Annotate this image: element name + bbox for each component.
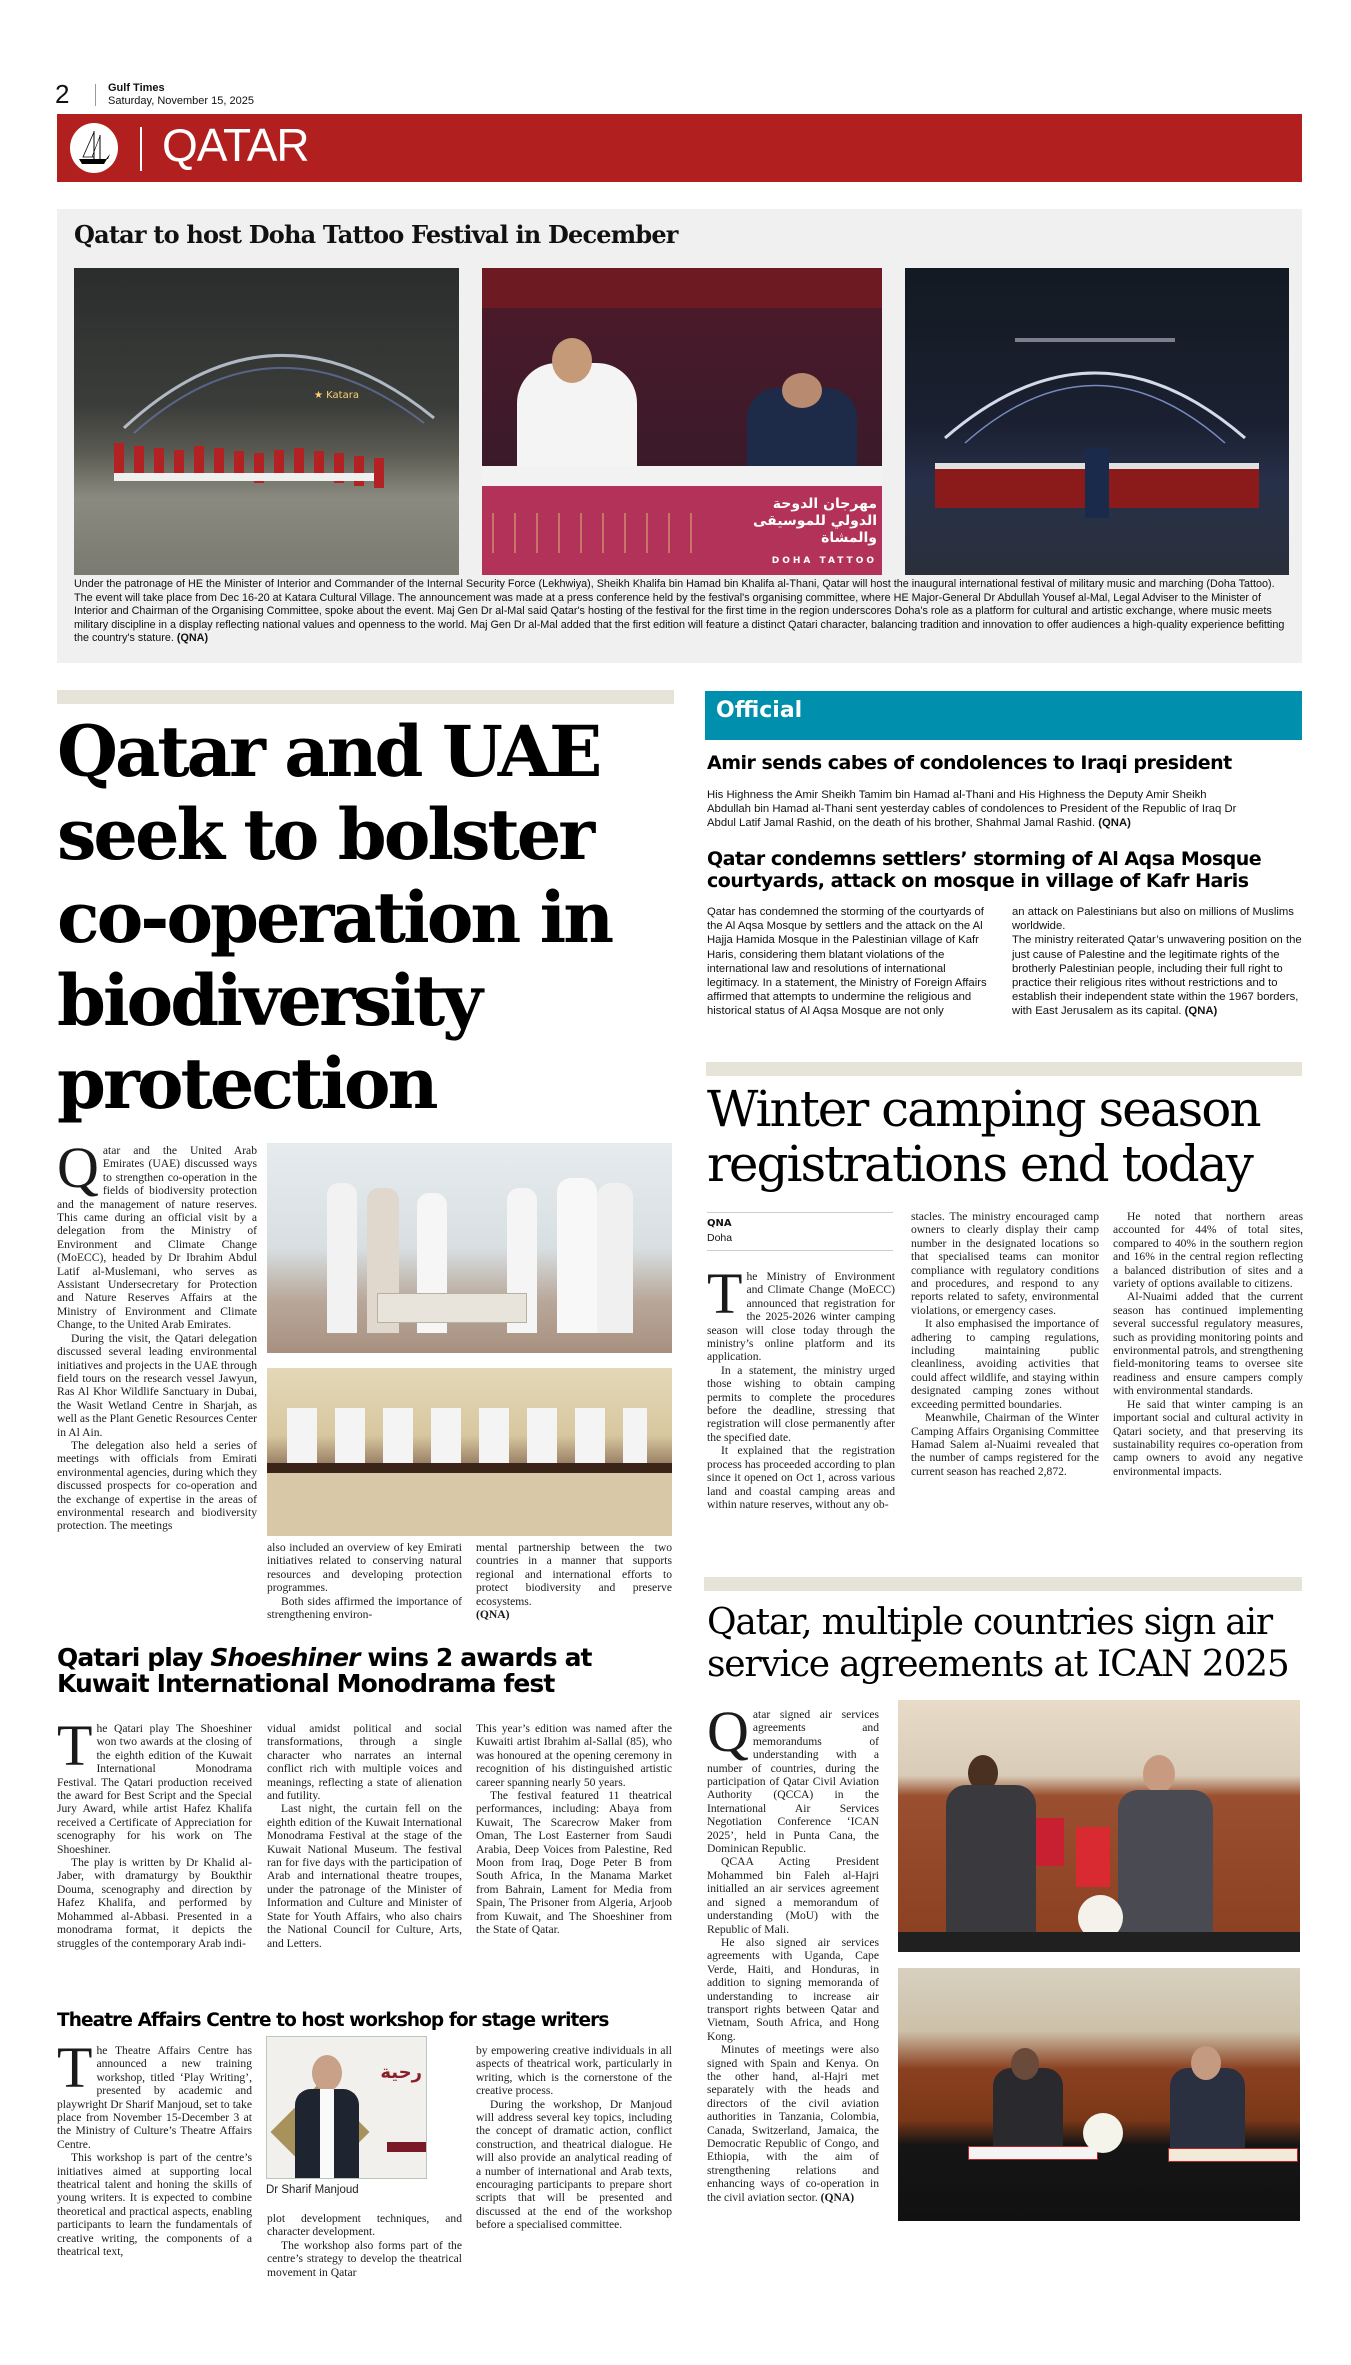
official-label: Official [716, 698, 803, 723]
ican-headline: Qatar, multiple countries sign air service agreements at ICAN 2025 [707, 1602, 1289, 1685]
dropcap: Q [57, 1135, 99, 1200]
biodiversity-col3: mental partnership between the two countries in a manner that supports regional and international efforts to protect biodiversity and preserve ecosystems. (QNA) [476, 1541, 672, 1622]
al-aqsa-col2: an attack on Palestinians but also on millions of Muslims worldwide. The ministry reiterated Qatar’s unwavering position on the just cause of Palestine and the legitimate rights of the brotherly Palestinian people, including their full right to practice their religious rites without restrictions and to establish their independent state within the 1967 borders, with East Jerusalem as its capital. (QNA) [1012, 906, 1302, 1018]
dhow-boat-icon [70, 123, 118, 173]
section-divider-bar [706, 1062, 1302, 1076]
byline-rule [707, 1250, 893, 1251]
byline-agency: QNA [707, 1218, 732, 1229]
biodiversity-headline: Qatar and UAE seek to bolster co-operation in biodiversity protection [57, 710, 612, 1125]
shoeshiner-col1: The Qatari play The Shoeshiner won two awards at the closing of the eighth edition of the Kuwait International Monodrama Festival. The Qatari production received the award for Best Script and the Special Jury Award, while artist Hafez Khalifa received a Certificate of Appreciation for scenography for his work on The Shoeshiner. The play is written by Dr Khalid al-Jaber, with dramaturgy by Boukthir Douma, scenography and direction by Hafez Khalifa, and performed by Mohammed al-Abbasi. Presented in a monodrama format, it depicts the struggles of the contemporary Arab indi- [57, 1713, 252, 1950]
shoeshiner-col2: vidual amidst political and social transformations, through a single character who narrates an internal conflict rich with multiple voices and meanings, reflecting a state of alienation and futility. Last night, the curtain fell on the eighth edition of the Kuwait International Monodrama Festival at the stage of the Kuwait National Museum. The festival ran for five days with the participation of Arab and international theatre troupes, under the patronage of the Minister of Information and Culture and Minister of State for Youth Affairs, who also chairs the National Council for Culture, Arts, and Letters. [267, 1722, 462, 1950]
svg-text:★ Katara: ★ Katara [314, 390, 359, 401]
winter-camping-headline: Winter camping season registrations end today [707, 1080, 1260, 1193]
press-conference-photo [482, 268, 882, 575]
dropcap: T [57, 1713, 93, 1778]
header-divider [95, 84, 96, 106]
poster-arabic-text: رحية [380, 2062, 422, 2083]
tattoo-caption: Under the patronage of HE the Minister of Interior and Commander of the Internal Security Force (Lekhwiya), Sheikh Khalifa bin Hamad bin Khalifa al-Thani, Qatar will host the inaugural international festival of military music and marching (Doha Tattoo). The event will take place from Dec 16-20 at Katara Cultural Village. The announcement was made at a press conference held by the festival's organising committee, where HE Major-General Dr Abdullah Yousef al-Mal, Legal Adviser to the Minister of Interior and Chairman of the Organising Committee, spoke about the event. Maj Gen Dr al-Mal said Qatar's hosting of the festival for the first time in the region underscores Doha's role as a platform for cultural and artistic exchange, where music meets military discipline in a display reflecting national values and openness to the world. Maj Gen Dr al-Mal added that the first edition will feature a distinct Qatari character, balancing tradition and innovation to offer audiences a high-quality experience befitting the country's stature. (QNA) [74, 578, 1285, 645]
dr-sharif-manjoud-photo [266, 2036, 427, 2179]
photo-caption: Dr Sharif Manjoud [266, 2184, 359, 2196]
ican-col1: Qatar signed air services agreements and memorandums of understanding with a number of countries, during the participation of Qatar Civil Aviation Authority (QCCA) in the International Air Services Negotiation Conference ‘ICAN 2025’, held in Punta Cana, the Dominican Republic. QCAA Acting President Mohammed bin Faleh al-Hajri initialled an air services agreement and signed a memorandum of understanding (MoU) with the Republic of Mali. He also signed air services agreements with Uganda, Cape Verde, Haiti, and Honduras, in addition to signing memoranda of understanding to increase air transport rights between Qatar and Vietnam, South Africa, and Hong Kong. Minutes of meetings were also signed with Spain and Kenya. On the other hand, al-Hajri met separately with the heads and directors of the civil aviation authorities in Tanzania, Colombia, Canada, Switzerland, Jamaica, the Democratic Republic of Congo, and Ethiopia, with the aim of strengthening relations and enhancing ways of co-operation in the civil aviation sector. (QNA) [707, 1699, 879, 2204]
section-divider-bar [704, 1577, 1302, 1591]
signing-table-photo [898, 1968, 1300, 2221]
workshop-col1: The Theatre Affairs Centre has announced a new training workshop, titled ‘Play Writing’, presented by academic and playwright Dr Sharif Manjoud, set to take place from November 15-December 3 at the Ministry of Culture’s Theatre Affairs Centre. This workshop is part of the centre’s initiatives aimed at supporting local theatrical talent and honing the skills of young writers. It is expected to combine theoretical and practical aspects, enabling participants to learn the fundamentals of creative writing, the components of a theatrical text, [57, 2035, 252, 2259]
publication-name: Gulf Times [108, 82, 165, 94]
dropcap: T [57, 2035, 93, 2100]
al-aqsa-headline: Qatar condemns settlers’ storming of Al Aqsa Mosque courtyards, attack on mosque in village of Kafr Haris [707, 848, 1262, 892]
shoeshiner-headline: Qatari play Shoeshiner wins 2 awards at Kuwait International Monodrama fest [57, 1643, 592, 1698]
page-number: 2 [55, 79, 70, 109]
section-divider [140, 127, 142, 171]
dropcap: Q [707, 1699, 749, 1764]
winter-col1: The Ministry of Environment and Climate Change (MoECC) announced that registration for the 2025-2026 winter camping season will close today through the ministry’s online platform and its application. In a statement, the ministry urged those wishing to obtain camping permits to complete the procedures before the deadline, stressing that registration will close permanently after the specified date. It explained that the registration process has proceeded according to plan since it opened on Oct 1, across various land and coastal camping areas and within nature reserves, without any ob- [707, 1261, 895, 1511]
workshop-col3: by empowering creative individuals in all aspects of theatrical work, particularly in writing, which is the cornerstone of the creative process. During the workshop, Dr Manjoud will address several key topics, including the concept of dramatic action, conflict construction, and theatrical dialogue. He will also provide an analytical reading of a number of international and Arab texts, encouraging participants to prepare short scripts that will be presented and discussed at the end of the workshop before a specialised committee. [476, 2044, 672, 2232]
caption-credit: (QNA) [176, 632, 209, 645]
section-divider-bar [57, 690, 674, 704]
handshake-photo [898, 1700, 1300, 1952]
section-title: QATAR [162, 119, 309, 171]
workshop-col2: plot development techniques, and character development. The workshop also forms part of the centre’s strategy to develop the theatrical movement in Qatar [267, 2212, 462, 2279]
winter-col2: stacles. The ministry encouraged camp owners to clearly display their camp number in the designated locations so that specialised teams can monitor compliance with regulatory conditions and procedures, and respond to any reports related to safety, environmental violations, or emergency cases. It also emphasised the importance of adhering to camping regulations, including maintaining public cleanliness, avoiding activities that could affect wildlife, and staying within designated camping zones without exceeding permitted boundaries. Meanwhile, Chairman of the Winter Camping Affairs Organising Committee Hamad Salem al-Nuaimi revealed that the number of camps registered for the current season has reached 2,872. [911, 1210, 1099, 1478]
tattoo-headline: Qatar to host Doha Tattoo Festival in December [74, 220, 678, 249]
night-performance-photo [905, 268, 1289, 575]
shoeshiner-col3: This year’s edition was named after the Kuwaiti artist Ibrahim al-Sallal (85), who was honoured at the opening ceremony in recognition of his distinguished artistic career spanning nearly 50 years. The festival featured 11 theatrical performances, including: Abaya from Kuwait, The Scarecrow Maker from Oman, The Lost Easterner from Saudi Arabia, Deep Voices from Palestine, Red Moon from Iraq, Doge Peter B from South Africa, In the Manama Market from Bahrain, Lament for Media from Spain, The Prisoner from Algeria, Arjoob from Kuwait, and The Shoeshiner from the State of Qatar. [476, 1722, 672, 1937]
dropcap: T [707, 1261, 743, 1326]
meeting-table-photo [267, 1368, 672, 1536]
al-aqsa-col1: Qatar has condemned the storming of the courtyards of the Al Aqsa Mosque by settlers and the attack on the Al Hajja Hamida Mosque in the Palestinian village of Kafr Haris, considering them blatant violations of the international law and resolutions of international legitimacy. In a statement, the Ministry of Foreign Affairs affirmed that attempts to undermine the religious and historical status of Al Aqsa Mosque are not only [707, 906, 987, 1018]
byline-place: Doha [707, 1232, 733, 1244]
condolences-text: His Highness the Amir Sheikh Tamim bin Hamad al-Thani and His Highness the Deputy Amir Sheikh Abdullah bin Hamad al-Thani sent yesterday cables of condolences to President of the Republic of Iraq Dr Abdul Latif Jamal Rashid, on the death of his brother, Shahmal Jamal Rashid. (QNA) [707, 789, 1237, 830]
biodiversity-col1: Qatar and the United Arab Emirates (UAE) discussed ways to strengthen co-operation in the fields of biodiversity protection and the management of nature reserves. This came during an official visit by a delegation from the Ministry of Environment and Climate Change (MoECC), headed by Dr Ibrahim Abdul Latif al-Muslemani, who serves as Assistant Undersecretary for Protection and Nature Reserves Affairs at the Ministry of Environment and Climate Change, to the United Arab Emirates. During the visit, the Qatari delegation discussed several leading environmental initiatives and projects in the UAE through field tours on the research vessel Jawyun, Ras Al Khor Wildlife Sanctuary in Dubai, the Wasit Wetland Centre in Sharjah, as well as the Plant Genetic Resources Center in Al Ain. The delegation also held a series of meetings with officials from Emirati environmental agencies, during which they discussed prospects for co-operation and the exchange of expertise in the areas of environmental research and biodiversity protection. The meetings [57, 1135, 257, 1533]
byline-rule [707, 1212, 893, 1213]
delegation-visit-photo [267, 1143, 672, 1353]
workshop-headline: Theatre Affairs Centre to host workshop for stage writers [57, 2010, 609, 2031]
winter-col3: He noted that northern areas accounted for 44% of total sites, compared to 40% in the southern region and 16% in the central region reflecting a balanced distribution of sites and a variety of options available to citizens. Al-Nuaimi added that the current season has continued implementing several successful regulatory measures, such as providing monitoring points and environmental patrols, and strengthening field-monitoring teams to oversee site readiness and ensure campers comply with environmental standards. He said that winter camping is an important social and cultural activity in Qatari society, and that preserving its sustainability requires co-operation from camp owners to avoid any negative environmental impacts. [1113, 1210, 1303, 1478]
banner-english-text: DOHA TATTOO [771, 556, 877, 566]
marching-band-photo [74, 268, 459, 575]
biodiversity-col2: also included an overview of key Emirati initiatives related to conserving natural resources and developing protection programmes. Both sides affirmed the importance of strengthening environ- [267, 1541, 462, 1622]
publication-date: Saturday, November 15, 2025 [108, 95, 254, 107]
biodiversity-credit: (QNA) [476, 1608, 510, 1622]
banner-arabic-text: مهرجان الدوحة الدولي للموسيقى والمشاة [753, 496, 877, 546]
condolences-headline: Amir sends cabes of condolences to Iraqi president [707, 752, 1232, 774]
